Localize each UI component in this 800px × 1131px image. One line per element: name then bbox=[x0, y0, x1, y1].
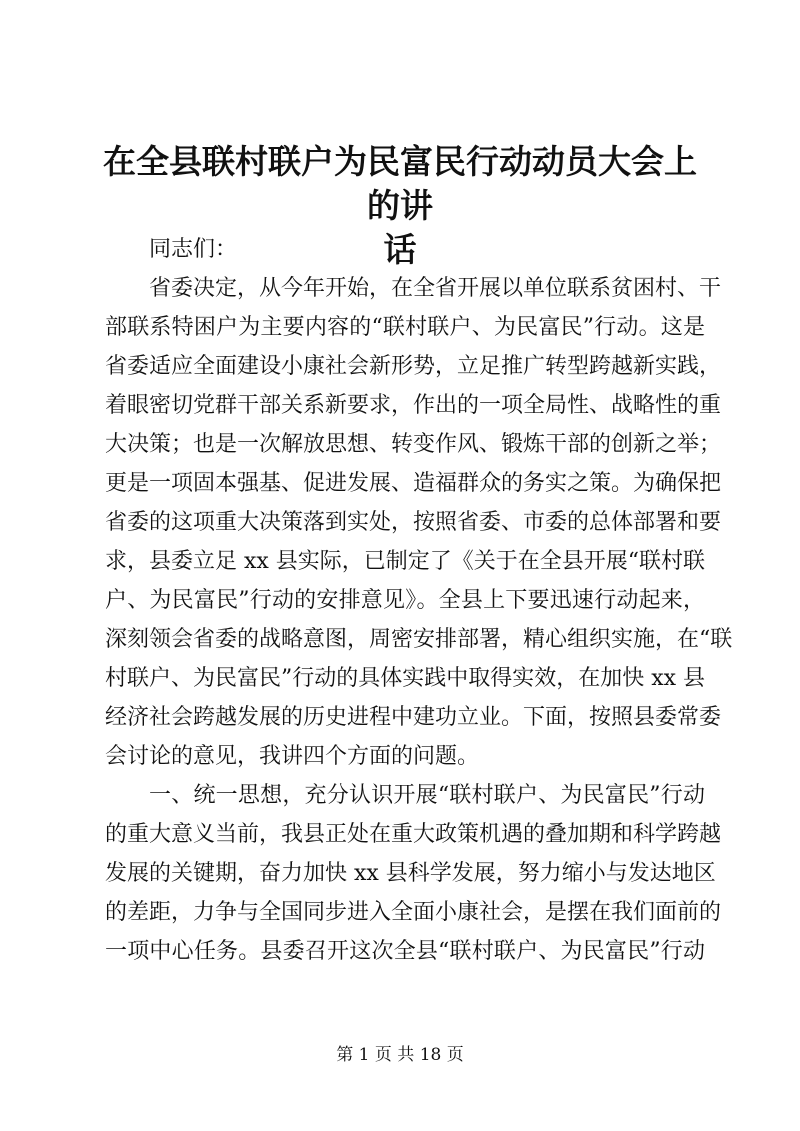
body-text-line: 部联系特困户为主要内容的“联村联户、为民富民”行动。这是 bbox=[105, 315, 705, 340]
body-text-line: 发展的关键期，奋力加快 xx 县科学发展，努力缩小与发达地区 bbox=[105, 861, 716, 886]
title-line-1: 在全县联村联户为民富民行动动员大会上的讲 bbox=[103, 142, 697, 225]
body-text-line: 一项中心任务。县委召开这次全县“联村联户、为民富民”行动 bbox=[105, 939, 705, 964]
document-body bbox=[105, 230, 733, 971]
body-text-line: 大决策；也是一次解放思想、转变作风、锻炼干部的创新之举； bbox=[105, 432, 722, 457]
body-text-line: 深刻领会省委的战略意图，周密安排部署，精心组织实施，在“联 bbox=[105, 627, 733, 652]
body-text-line: 同志们： bbox=[149, 237, 238, 262]
body-text-line: 省委决定，从今年开始，在全省开展以单位联系贫困村、干 bbox=[149, 276, 722, 301]
body-text-line: 求，县委立足 xx 县实际，已制定了《关于在全县开展“联村联 bbox=[105, 549, 706, 574]
body-text-line: 村联户、为民富民”行动的具体实践中取得实效，在加快 xx 县 bbox=[105, 666, 706, 691]
body-text-line: 一、统一思想，充分认识开展“联村联户、为民富民”行动 bbox=[149, 783, 705, 808]
body-text-line: 经济社会跨越发展的历史进程中建功立业。下面，按照县委常委 bbox=[105, 705, 722, 730]
page-number-footer: 第 1 页 共 18 页 bbox=[336, 1045, 464, 1065]
body-text-line: 更是一项固本强基、促进发展、造福群众的务实之策。为确保把 bbox=[105, 471, 722, 496]
body-text-line: 会讨论的意见，我讲四个方面的问题。 bbox=[105, 744, 480, 769]
body-text-line: 的差距，力争与全国同步进入全面小康社会，是摆在我们面前的 bbox=[105, 900, 722, 925]
body-text-line: 着眼密切党群干部关系新要求，作出的一项全局性、战略性的重 bbox=[105, 393, 722, 418]
body-text-line: 省委适应全面建设小康社会新形势，立足推广转型跨越新实践， bbox=[105, 354, 722, 379]
title-line-2: 话 bbox=[383, 230, 417, 269]
body-text-line: 的重大意义当前，我县正处在重大政策机遇的叠加期和科学跨越 bbox=[105, 822, 722, 847]
body-text-line: 省委的这项重大决策落到实处，按照省委、市委的总体部署和要 bbox=[105, 510, 722, 535]
body-text-line: 户、为民富民”行动的安排意见》。全县上下要迅速行动起来， bbox=[105, 588, 705, 613]
